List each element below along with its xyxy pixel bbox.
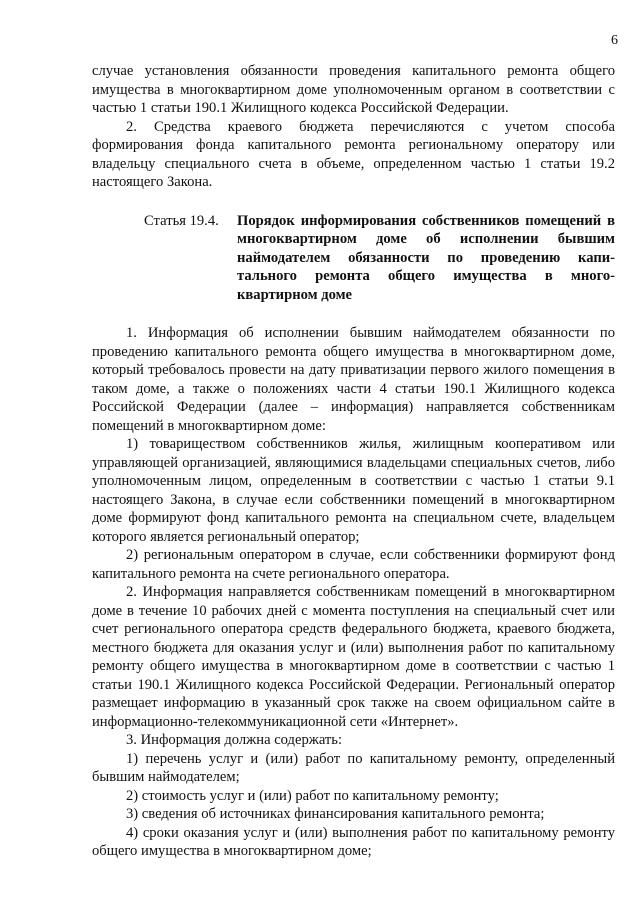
paragraph-3-item-2: 2) стоимость услуг и (или) работ по капитальному ремонту; (126, 787, 499, 804)
page-number: 6 (611, 33, 618, 48)
paragraph-3-item-1: 1) перечень услуг и (или) работ по капитальному ремонту, определенный бывшим наймодателем; (92, 750, 615, 785)
article-number: Статья 19.4. (144, 212, 219, 229)
intro-paragraph-1: случае установления обязанности проведения капитального ремонта общего имущества в многоквартирном доме уполномоченным органом в соответствии с частью 1 статьи 190.1 Жилищного кодекса Российской Федерации. (92, 63, 615, 116)
paragraph-3: 3. Информация должна содержать: (126, 732, 343, 748)
paragraph-1-item-1: 1) товариществом собственников жилья, жилищным кооперативом или управляющей организацией, являющимися владельцами специальных счетов, либо уполномоченным лицом, определенным в соответствии с частью 1 статьи 9.1 настоящего Закона, в случае если собственники помещений в многоквартирном доме формируют фонд капитального ремонта на специальном счете, владельцем которого является региональный оператор; (92, 436, 615, 545)
document-body (92, 62, 615, 861)
paragraph-2: 2. Информация направляется собственникам помещений в многоквартирном доме в течение 10 рабочих дней с момента поступления на специальный счет или счет регионального оператора средств федерального бюджета, краевого бюджета, местного бюджета для оказания услуг и (или) выполнения работ по капитальному ремонту общего имущества в многоквартирном доме в соответствии с частью 1 статьи 190.1 Жилищного кодекса Российской Федерации. Региональный оператор размещает информацию в указанный срок также на своем официальном сайте в информационно-телекоммуникационной сети «Интернет». (92, 584, 615, 730)
paragraph-1: 1. Информация об исполнении бывшим наймодателем обязанности по проведению капитального ремонта общего имущества в многоквартирном доме, который требовалось провести на дату приватизации первого жилого помещения в таком доме, а также о положениях части 4 статьи 190.1 Жилищного кодекса Российской Федерации (далее – информация) направляется собственникам помещений в многоквартирном доме: (92, 325, 615, 434)
article-title: Порядок информирования собственников помещений в многоквартирном доме об исполнении бывшим наймодателем обязанности по проведению капи-тального ремонта общего имущества в много-квартирном доме (237, 212, 615, 303)
paragraph-3-item-3: 3) сведения об источниках финансирования капитального ремонта; (126, 806, 545, 822)
article-heading (92, 212, 615, 305)
paragraph-3-item-4: 4) сроки оказания услуг и (или) выполнения работ по капитальному ремонту общего имущества в многоквартирном доме; (92, 824, 615, 859)
paragraph-1-item-2: 2) региональным оператором в случае, если собственники формируют фонд капитального ремонта на счете регионального оператора. (92, 547, 615, 582)
intro-paragraph-2: 2. Средства краевого бюджета перечисляются с учетом способа формирования фонда капитального ремонта региональному оператору или владельцу специального счета в объеме, определенном частью 1 статьи 19.2 настоящего Закона. (92, 118, 615, 190)
